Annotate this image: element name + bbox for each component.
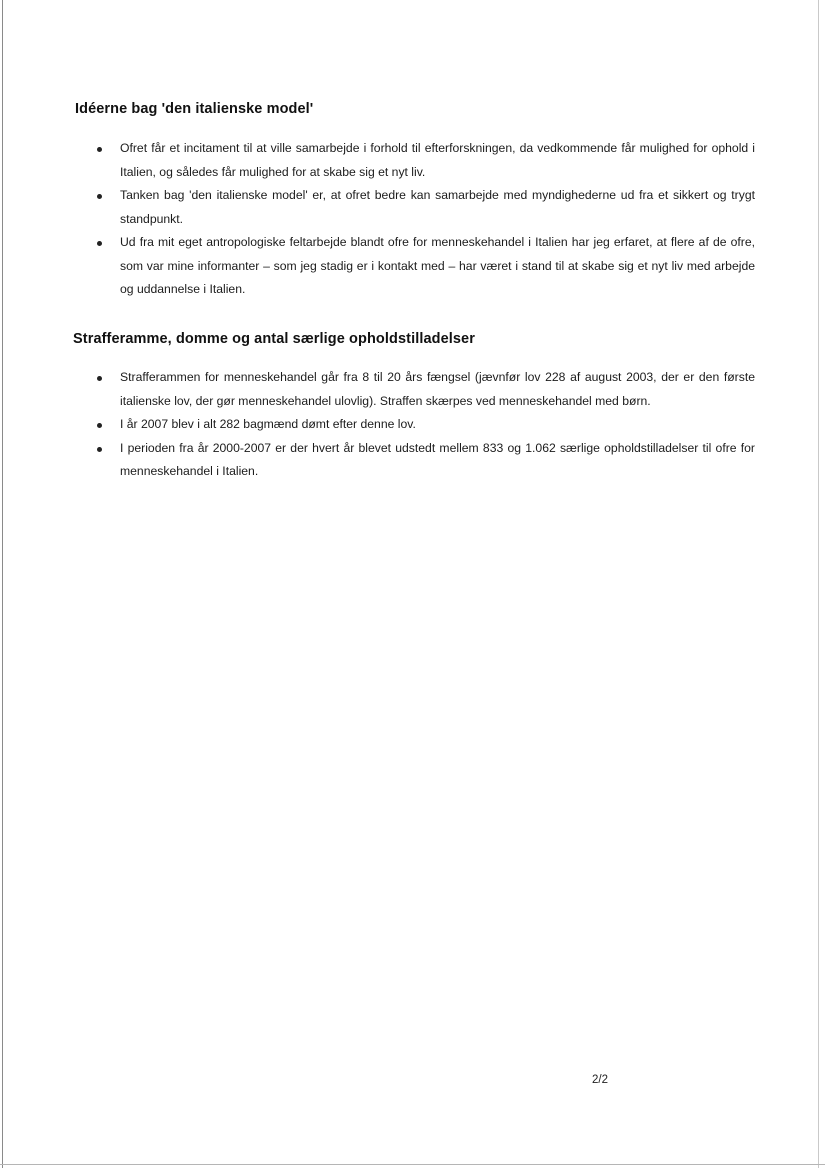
- bullet-text: Ud fra mit eget antropologiske feltarbejde blandt ofre for menneskehandel i Italien har jeg erfaret, at flere af de ofre, som var mine informanter – som jeg stadig er i kontakt med – har været i stand til at skabe sig et nyt liv med arbejde og uddannelse i Italien.: [120, 235, 755, 296]
- list-item: [95, 366, 755, 413]
- scan-edge-left: [2, 0, 3, 1168]
- section-heading-ideas: Idéerne bag 'den italienske model': [75, 101, 314, 117]
- list-item: [95, 137, 755, 184]
- bullet-icon: [97, 147, 102, 152]
- bullet-text: Ofret får et incitament til at ville samarbejde i forhold til efterforskningen, da vedkommende får mulighed for ophold i Italien, og således får mulighed for at skabe sig et nyt liv.: [120, 141, 755, 179]
- list-item: [95, 413, 755, 437]
- bullet-text: Tanken bag 'den italienske model' er, at ofret bedre kan samarbejde med myndighederne ud fra et sikkert og trygt standpunkt.: [120, 188, 755, 226]
- scan-edge-right: [818, 0, 819, 1168]
- bullet-text: I perioden fra år 2000-2007 er der hvert år blevet udstedt mellem 833 og 1.062 særlige opholdstilladelser til ofre for menneskehandel i Italien.: [120, 440, 755, 478]
- bullet-icon: [97, 447, 102, 452]
- scan-edge-bottom: [0, 1164, 825, 1165]
- section-heading-penalties: Strafferamme, domme og antal særlige opholdstilladelser: [73, 331, 475, 347]
- bullet-icon: [97, 194, 102, 199]
- bullet-list-penalties: [95, 366, 755, 484]
- bullet-icon: [97, 241, 102, 246]
- page-number: 2/2: [592, 1074, 608, 1086]
- list-item: [95, 184, 755, 231]
- bullet-text: Strafferammen for menneskehandel går fra 8 til 20 års fængsel (jævnfør lov 228 af august 2003, der er den første italienske lov, der gør menneskehandel ulovlig). Straffen skærpes ved menneskehandel med børn.: [120, 370, 755, 408]
- bullet-text: I år 2007 blev i alt 282 bagmænd dømt efter denne lov.: [120, 417, 416, 431]
- list-item: [95, 437, 755, 484]
- bullet-list-ideas: [95, 137, 755, 302]
- bullet-icon: [97, 376, 102, 381]
- bullet-icon: [97, 423, 102, 428]
- list-item: [95, 231, 755, 302]
